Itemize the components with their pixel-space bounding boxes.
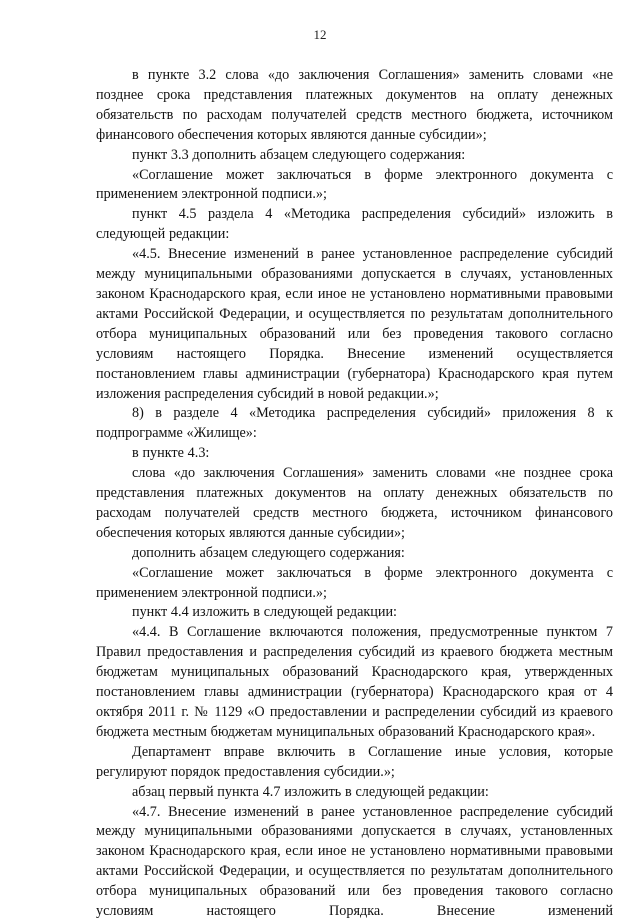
document-body — [96, 66, 613, 922]
paragraph: «4.4. В Соглашение включаются положения, предусмотренные пунктом 7 Правил предоставления и распределения субсидий из краевого бюджета местным бюджетам муниципальных образований Краснодарского края, утвержденных постановлением главы администрации (губернатора) Краснодарского края от 4 октября 2011 г. № 1129 «О предоставлении и распределении субсидий из краевого бюджета местным бюджетам муниципальных образований Краснодарского края». — [96, 624, 613, 740]
paragraph: «4.5. Внесение изменений в ранее установленное распределение субсидий между муниципальными образованиями допускается в случаях, установленных законом Краснодарского края, если иное не установлено нормативными правовыми актами Российской Федерации, и осуществляется по результатам дополнительного отбора муниципальных образований или без проведения такового согласно условиям настоящего Порядка. Внесение изменений осуществляется постановлением главы администрации (губернатора) Краснодарского края путем изложения распределения субсидий в новой редакции.»; — [96, 246, 613, 402]
paragraph: пункт 4.5 раздела 4 «Методика распределения субсидий» изложить в следующей редакции: — [96, 206, 613, 243]
paragraph: 8) в разделе 4 «Методика распределения субсидий» приложения 8 к подпрограмме «Жилище»: — [96, 405, 613, 442]
paragraph: пункт 3.3 дополнить абзацем следующего содержания: — [132, 146, 466, 163]
paragraph: абзац первый пункта 4.7 изложить в следующей редакции: — [132, 783, 489, 800]
paragraph: «4.7. Внесение изменений в ранее установленное распределение субсидий между муниципальными образованиями допускается в случаях, установленных законом Краснодарского края, если иное не установлено нормативными правовыми актами Российской Федерации, и осуществляется по результатам дополнительного отбора муниципальных образований или без проведения такового согласно условиям настоящего Порядка. Внесение изменений — [96, 803, 613, 920]
paragraph: «Соглашение может заключаться в форме электронного документа с применением электронной подписи.»; — [96, 564, 613, 601]
paragraph: «Соглашение может заключаться в форме электронного документа с применением электронной подписи.»; — [96, 166, 613, 203]
paragraph: дополнить абзацем следующего содержания: — [132, 544, 405, 561]
paragraph: в пункте 4.3: — [132, 445, 210, 462]
paragraph: пункт 4.4 изложить в следующей редакции: — [132, 604, 397, 621]
paragraph: Департамент вправе включить в Соглашение иные условия, которые регулируют порядок предоставления субсидии.»; — [96, 743, 613, 780]
paragraph: слова «до заключения Соглашения» заменить словами «не позднее срока представления платежных документов на оплату денежных обязательств по расходам получателей средств местного бюджета, источником финансового обеспечения которых являются данные субсидии»; — [96, 465, 613, 541]
paragraph: в пункте 3.2 слова «до заключения Соглашения» заменить словами «не позднее срока представления платежных документов на оплату денежных обязательств по расходам получателей средств местного бюджета, источником финансового обеспечения которых являются данные субсидии»; — [96, 67, 613, 143]
page-number: 12 — [313, 27, 327, 42]
